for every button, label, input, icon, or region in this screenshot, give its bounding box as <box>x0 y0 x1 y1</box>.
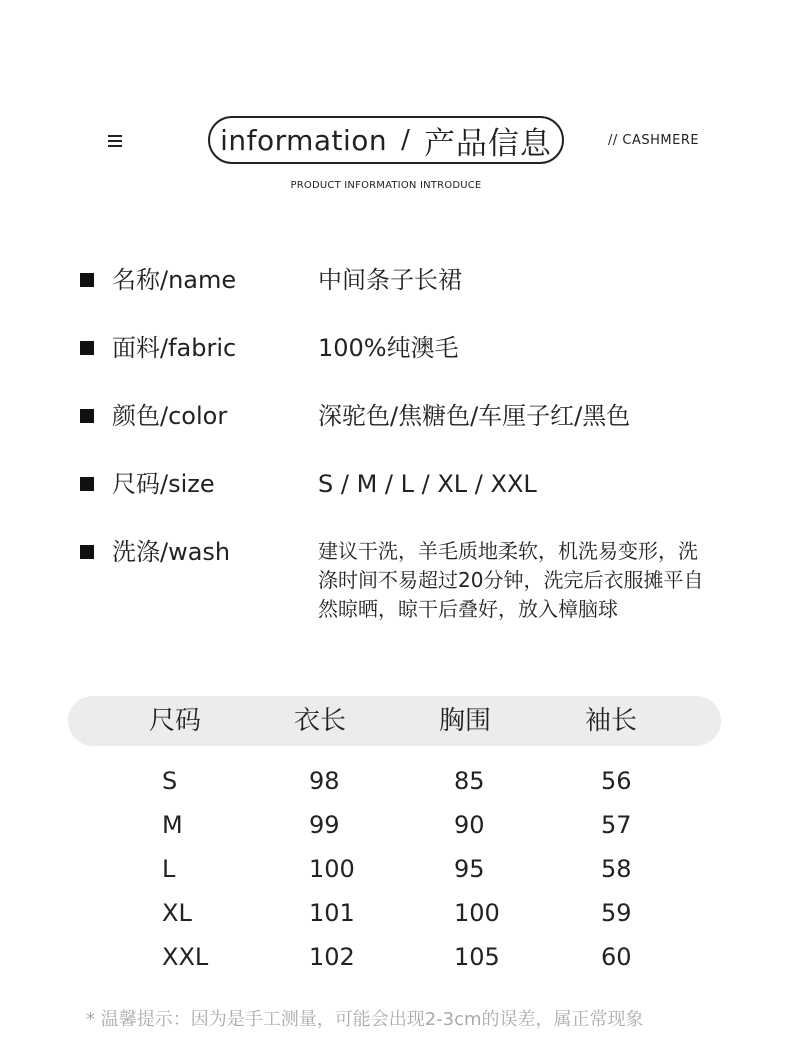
header <box>0 0 790 220</box>
color-label: 颜色/color <box>112 402 228 430</box>
cell-length: 100 <box>309 855 355 883</box>
cell-bust: 90 <box>454 811 485 839</box>
cell-size: XL <box>162 899 192 927</box>
cashmere-tag: // CASHMERE <box>608 133 700 148</box>
title-badge <box>208 116 564 164</box>
bullet-square-icon <box>80 341 94 355</box>
cell-sleeve: 60 <box>601 943 632 971</box>
bullet-square-icon <box>80 409 94 423</box>
title-separator: / <box>401 125 410 155</box>
bullet-square-icon <box>80 477 94 491</box>
measurement-note: * 温馨提示：因为是手工测量，可能会出现2-3cm的误差，属正常现象 <box>86 1009 644 1030</box>
table-row <box>0 805 790 845</box>
subtitle: PRODUCT INFORMATION INTRODUCE <box>290 180 482 191</box>
fabric-label: 面料/fabric <box>112 334 237 362</box>
name-value: 中间条子长裙 <box>318 266 462 294</box>
cell-bust: 105 <box>454 943 500 971</box>
cell-length: 99 <box>309 811 340 839</box>
cell-bust: 95 <box>454 855 485 883</box>
wash-line: 建议干洗，羊毛质地柔软，机洗易变形，洗 <box>318 539 698 563</box>
header-bust: 胸围 <box>439 706 492 736</box>
table-row <box>0 893 790 933</box>
size-value: S / M / L / XL / XXL <box>318 470 537 498</box>
wash-instructions <box>318 537 743 624</box>
wash-line: 涤时间不易超过20分钟，洗完后衣服摊平自 <box>318 568 704 592</box>
size-label: 尺码/size <box>112 470 215 498</box>
menu-icon <box>108 134 122 148</box>
cell-size: XXL <box>162 943 209 971</box>
cell-size: M <box>162 811 183 839</box>
size-table-header <box>68 696 721 746</box>
cell-length: 98 <box>309 767 340 795</box>
cell-length: 102 <box>309 943 355 971</box>
bullet-square-icon <box>80 273 94 287</box>
table-row <box>0 761 790 801</box>
table-row <box>0 849 790 889</box>
bullet-square-icon <box>80 545 94 559</box>
table-row <box>0 937 790 977</box>
cell-length: 101 <box>309 899 355 927</box>
cell-sleeve: 56 <box>601 767 632 795</box>
title-english: information <box>220 123 388 157</box>
header-size: 尺码 <box>149 706 202 736</box>
header-length: 衣长 <box>294 706 347 736</box>
fabric-value: 100%纯澳毛 <box>318 334 459 362</box>
cell-sleeve: 59 <box>601 899 632 927</box>
cell-bust: 100 <box>454 899 500 927</box>
name-label: 名称/name <box>112 266 237 294</box>
cell-sleeve: 58 <box>601 855 632 883</box>
title-chinese: 产品信息 <box>423 125 552 162</box>
cell-bust: 85 <box>454 767 485 795</box>
wash-line: 然晾晒，晾干后叠好，放入樟脑球 <box>318 597 618 621</box>
wash-label: 洗涤/wash <box>112 538 231 566</box>
header-sleeve: 袖长 <box>585 706 638 736</box>
color-value: 深驼色/焦糖色/车厘子红/黑色 <box>318 402 631 430</box>
cell-size: S <box>162 767 178 795</box>
cell-sleeve: 57 <box>601 811 632 839</box>
cell-size: L <box>162 855 176 883</box>
